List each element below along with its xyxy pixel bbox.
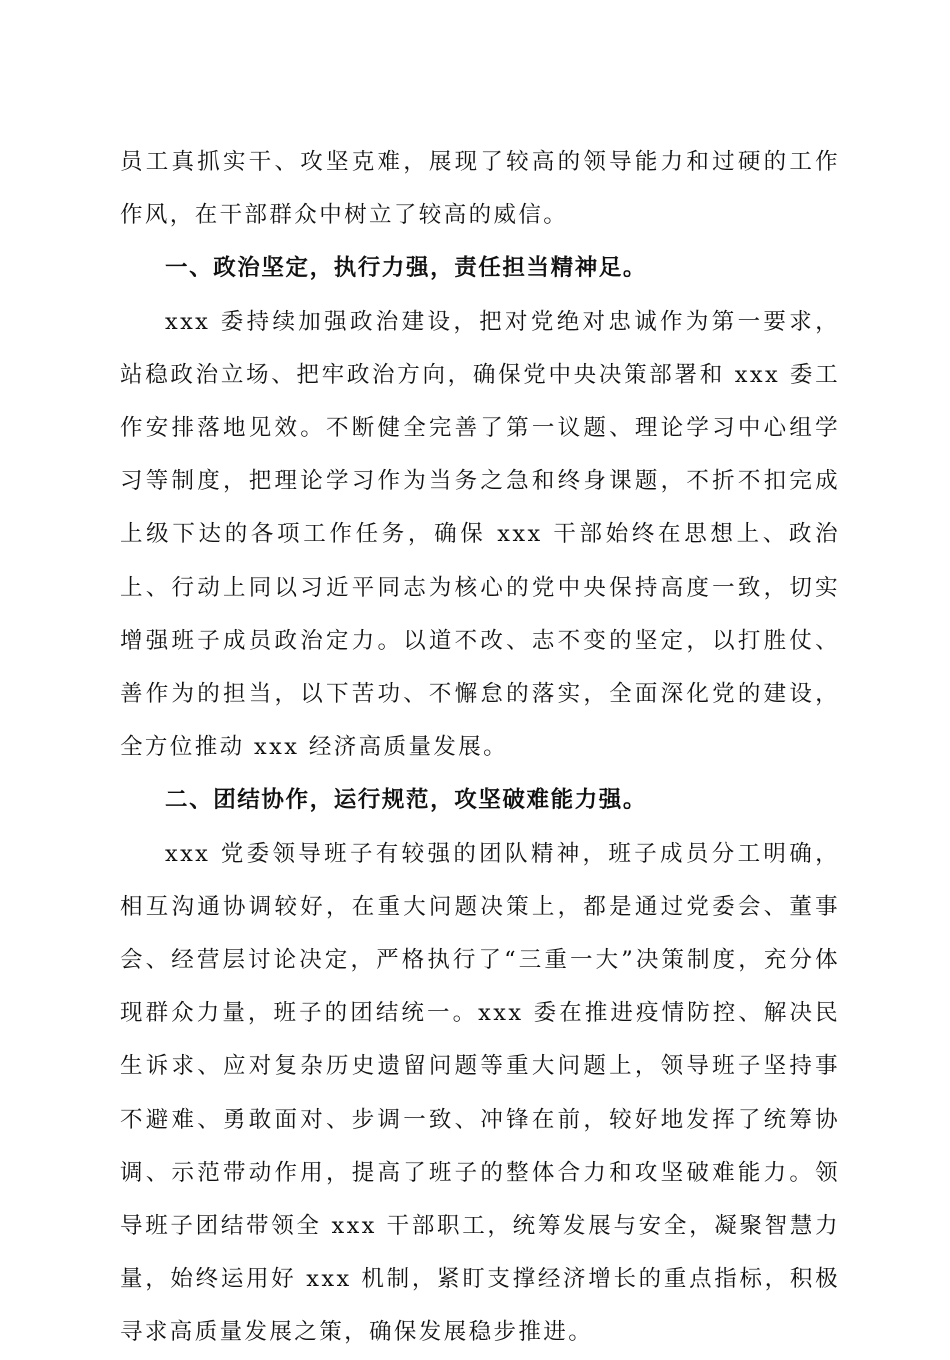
document-body xyxy=(120,136,840,1360)
section-2-paragraph: xxx 党委领导班子有较强的团队精神，班子成员分工明确，相互沟通协调较好，在重大问题决策上，都是通过党委会、董事会、经营层讨论决定，严格执行了“三重一大”决策制度，充分体现群众力量，班子的团结统一。xxx 委在推进疫情防控、解决民生诉求、应对复杂历史遗留问题等重大问题上，领导班子坚持事不避难、勇敢面对、步调一致、冲锋在前，较好地发挥了统筹协调、示范带动作用，提高了班子的整体合力和攻坚破难能力。领导班子团结带领全 xxx 干部职工，统筹发展与安全，凝聚智慧力量，始终运用好 xxx 机制，紧盯支撑经济增长的重点指标，积极寻求高质量发展之策，确保发展稳步推进。 xyxy=(120,840,840,1346)
section-2-heading: 二、团结协作，运行规范，攻坚破难能力强。 xyxy=(165,787,648,814)
section-1-heading: 一、政治坚定，执行力强，责任担当精神足。 xyxy=(165,255,648,282)
intro-paragraph: 员工真抓实干、攻坚克难，展现了较高的领导能力和过硬的工作作风，在干部群众中树立了较高的威信。 xyxy=(120,149,840,229)
section-1-paragraph: xxx 委持续加强政治建设，把对党绝对忠诚作为第一要求，站稳政治立场、把牢政治方向，确保党中央决策部署和 xxx 委工作安排落地见效。不断健全完善了第一议题、理论学习中心组学习等制度，把理论学习作为当务之急和终身课题，不折不扣完成上级下达的各项工作任务，确保 xxx 干部始终在思想上、政治上、行动上同以习近平同志为核心的党中央保持高度一致，切实增强班子成员政治定力。以道不改、志不变的坚定，以打胜仗、善作为的担当，以下苦功、不懈怠的落实，全面深化党的建设，全方位推动 xxx 经济高质量发展。 xyxy=(120,308,840,761)
